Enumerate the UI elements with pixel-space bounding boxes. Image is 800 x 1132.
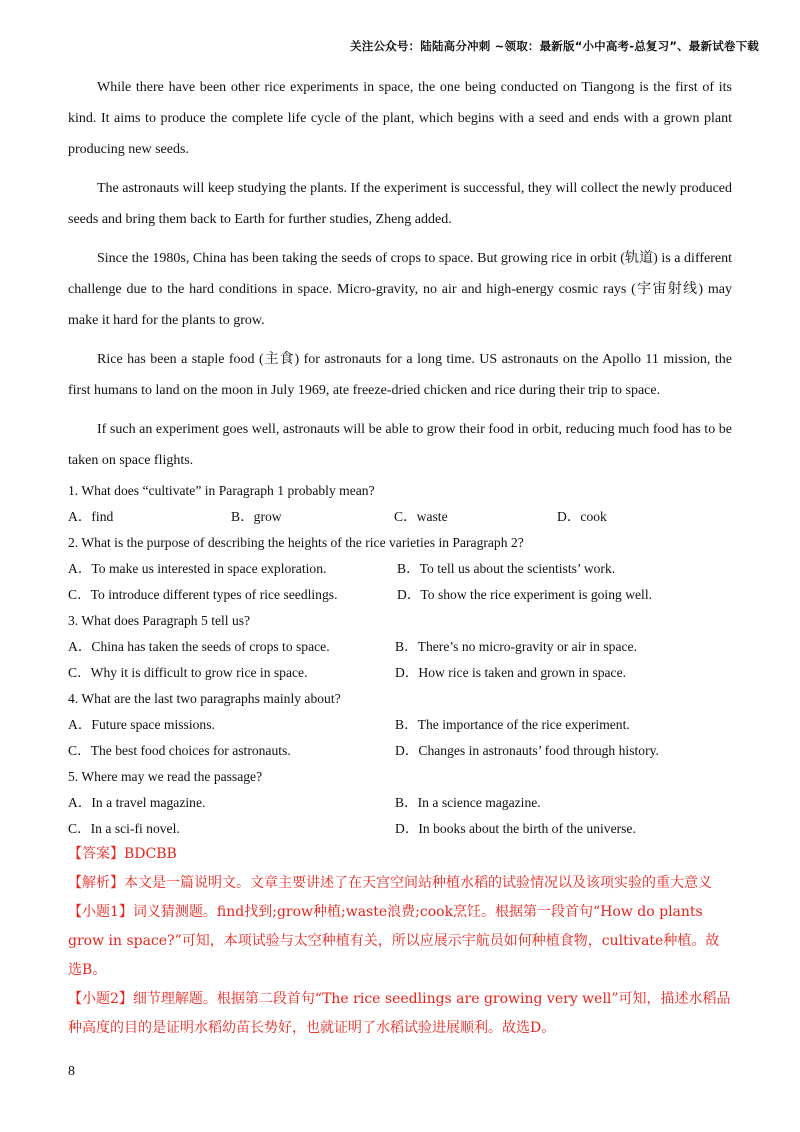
- option-d: D．cook: [557, 509, 607, 524]
- paragraph: Rice has been a staple food (主食) for astronauts for a long time. US astronauts on the Apollo 11 mission, the first humans to land on the moon in July 1969, ate freeze-dried chicken and rice during their trip to space.: [68, 352, 732, 398]
- analysis-text: 【解析】本文是一篇说明文。文章主要讲述了在天宫空间站种植水稻的试验情况以及该项实验的重大意义: [68, 875, 712, 891]
- page-header: 关注公众号：陆陆高分冲刺 ~领取：最新版“小中高考-总复习”、最新试卷下载: [350, 39, 759, 53]
- option-b: B．In a science magazine.: [395, 795, 541, 810]
- option-c: C．In a sci-fi novel.: [68, 821, 180, 836]
- question-stem: 1. What does “cultivate” in Paragraph 1 probably mean?: [68, 483, 375, 498]
- options: [68, 660, 732, 686]
- options: [68, 816, 732, 842]
- option-a: A．In a travel magazine.: [68, 795, 206, 810]
- option-c: C．Why it is difficult to grow rice in space.: [68, 665, 308, 680]
- explanation-q2: 【小题2】细节理解题。根据第二段首句“The rice seedlings are growing very well”可知，描述水稻品种高度的目的是证明水稻幼苗长势好，也就证明了水稻试验进展顺利。故选D。: [68, 991, 731, 1036]
- options: [68, 556, 732, 582]
- paragraph: If such an experiment goes well, astronauts will be able to grow their food in orbit, reducing much food has to be taken on space flights.: [68, 422, 732, 468]
- options: [68, 738, 732, 764]
- page-number: 8: [68, 1064, 75, 1079]
- option-b: B．The importance of the rice experiment.: [395, 717, 630, 732]
- paragraph: While there have been other rice experiments in space, the one being conducted on Tiangong is the first of its kind. It aims to produce the complete life cycle of the plant, which begins with a seed and ends with a grown plant producing new seeds.: [68, 80, 732, 157]
- option-c: C．The best food choices for astronauts.: [68, 743, 291, 758]
- options: [68, 582, 732, 608]
- option-d: D．In books about the birth of the universe.: [395, 821, 636, 836]
- option-d: D．How rice is taken and grown in space.: [395, 665, 627, 680]
- question-stem: 5. Where may we read the passage?: [68, 769, 263, 784]
- option-a: A．find: [68, 509, 114, 524]
- options: [68, 712, 732, 738]
- question-2: [68, 530, 732, 608]
- option-c: C．To introduce different types of rice seedlings.: [68, 587, 338, 602]
- options: [68, 790, 732, 816]
- option-a: A．China has taken the seeds of crops to space.: [68, 639, 330, 654]
- option-a: A．Future space missions.: [68, 717, 215, 732]
- question-5: [68, 764, 732, 842]
- question-stem: 3. What does Paragraph 5 tell us?: [68, 613, 251, 628]
- answer-line: 【答案】BDCBB: [68, 846, 177, 862]
- question-1: [68, 478, 732, 530]
- option-b: B．There’s no micro-gravity or air in space.: [395, 639, 637, 654]
- option-a: A．To make us interested in space exploration.: [68, 561, 327, 576]
- answer-section: [68, 840, 732, 1043]
- question-4: [68, 686, 732, 764]
- option-d: D．Changes in astronauts’ food through history.: [395, 743, 659, 758]
- option-b: B．To tell us about the scientists’ work.: [397, 561, 616, 576]
- question-stem: 2. What is the purpose of describing the heights of the rice varieties in Paragraph 2?: [68, 535, 524, 550]
- option-b: B．grow: [231, 509, 282, 524]
- options: [68, 634, 732, 660]
- paragraph: Since the 1980s, China has been taking the seeds of crops to space. But growing rice in orbit (轨道) is a different challenge due to the hard conditions in space. Micro-gravity, no air and high-energy cosmic rays (宇宙射线) may make it hard for the plants to grow.: [68, 251, 732, 328]
- option-d: D．To show the rice experiment is going well.: [397, 587, 653, 602]
- option-c: C．waste: [394, 509, 448, 524]
- question-stem: 4. What are the last two paragraphs mainly about?: [68, 691, 341, 706]
- explanation-q1: 【小题1】词义猜测题。find找到;grow种植;waste浪费;cook烹饪。根据第一段首句“How do plants grow in space?”可知，本项试验与太空种植有关，所以应展示宇航员如何种植食物，cultivate种植。故选B。: [68, 904, 720, 978]
- options: [68, 504, 732, 530]
- passage: [68, 72, 732, 842]
- question-3: [68, 608, 732, 686]
- paragraph: The astronauts will keep studying the plants. If the experiment is successful, they will collect the newly produced seeds and bring them back to Earth for further studies, Zheng added.: [68, 181, 732, 227]
